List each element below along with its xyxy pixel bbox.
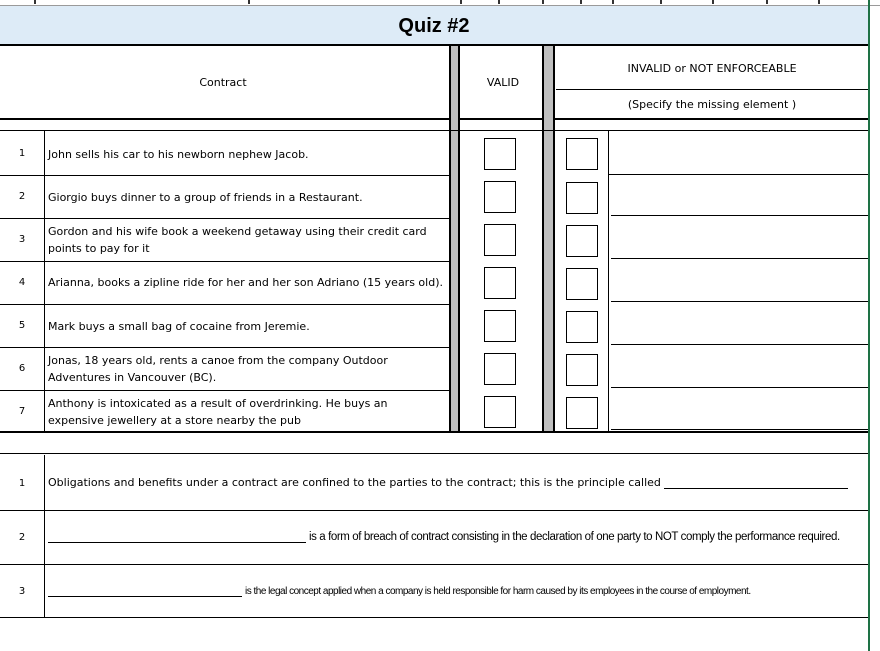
missing-element-line[interactable] <box>611 301 868 302</box>
answer-blank[interactable] <box>48 542 306 543</box>
invalid-checkbox[interactable] <box>566 311 598 343</box>
missing-element-line[interactable] <box>611 215 868 216</box>
row-number: 1 <box>18 148 26 159</box>
valid-checkbox[interactable] <box>484 224 516 256</box>
row-number: 4 <box>18 277 26 288</box>
contract-text: Mark buys a small bag of cocaine from Jeremie. <box>48 320 310 333</box>
valid-checkbox[interactable] <box>484 353 516 385</box>
contract-text: Arianna, books a zipline ride for her and her son Adriano (15 years old). <box>48 276 443 289</box>
sheet-edge <box>868 0 870 651</box>
divider-column-right <box>542 46 555 432</box>
row-number: 5 <box>18 320 26 331</box>
row-number: 7 <box>18 406 26 417</box>
valid-checkbox[interactable] <box>484 310 516 342</box>
valid-checkbox[interactable] <box>484 138 516 170</box>
fill-blank-text: is a form of breach of contract consisting in the declaration of one party to NOT comply the performance required. <box>309 531 840 543</box>
invalid-checkbox[interactable] <box>566 268 598 300</box>
answer-blank[interactable] <box>48 596 242 597</box>
invalid-checkbox[interactable] <box>566 138 598 170</box>
page-title: Quiz #2 <box>398 15 470 37</box>
valid-checkbox[interactable] <box>484 181 516 213</box>
row-number: 2 <box>18 532 26 543</box>
contract-text: Anthony is intoxicated as a result of overdrinking. He buys an expensive jewellery at a store nearby the pub <box>48 397 388 427</box>
fill-blank-text: Obligations and benefits under a contract are confined to the parties to the contract; this is the principle called <box>48 476 661 489</box>
valid-checkbox[interactable] <box>484 267 516 299</box>
header-contract: Contract <box>199 76 247 89</box>
invalid-checkbox[interactable] <box>566 397 598 429</box>
contract-text: Jonas, 18 years old, rents a canoe from the company Outdoor Adventures in Vancouver (BC). <box>48 354 388 384</box>
invalid-checkbox[interactable] <box>566 354 598 386</box>
missing-element-line[interactable] <box>611 344 868 345</box>
missing-element-line[interactable] <box>611 258 868 259</box>
answer-blank[interactable] <box>664 488 848 489</box>
valid-checkbox[interactable] <box>484 396 516 428</box>
row-number: 3 <box>18 234 26 245</box>
missing-element-line[interactable] <box>611 387 868 388</box>
fill-blank-text: is the legal concept applied when a company is held responsible for harm caused by its employees in the course of employment. <box>245 586 751 597</box>
invalid-checkbox[interactable] <box>566 182 598 214</box>
header-valid: VALID <box>486 76 520 89</box>
divider-column-left <box>449 46 460 432</box>
contract-text: John sells his car to his newborn nephew Jacob. <box>48 148 309 161</box>
row-number: 6 <box>18 363 26 374</box>
contract-text: Gordon and his wife book a weekend getaway using their credit card points to pay for it <box>48 225 427 255</box>
header-specify: (Specify the missing element ) <box>627 98 797 111</box>
row-number: 1 <box>18 478 26 489</box>
title-band <box>0 6 868 46</box>
row-number: 2 <box>18 191 26 202</box>
missing-element-line[interactable] <box>611 429 868 430</box>
header-invalid: INVALID or NOT ENFORCEABLE <box>627 62 797 75</box>
contract-text: Giorgio buys dinner to a group of friends in a Restaurant. <box>48 191 363 204</box>
row-number: 3 <box>18 586 26 597</box>
invalid-checkbox[interactable] <box>566 225 598 257</box>
